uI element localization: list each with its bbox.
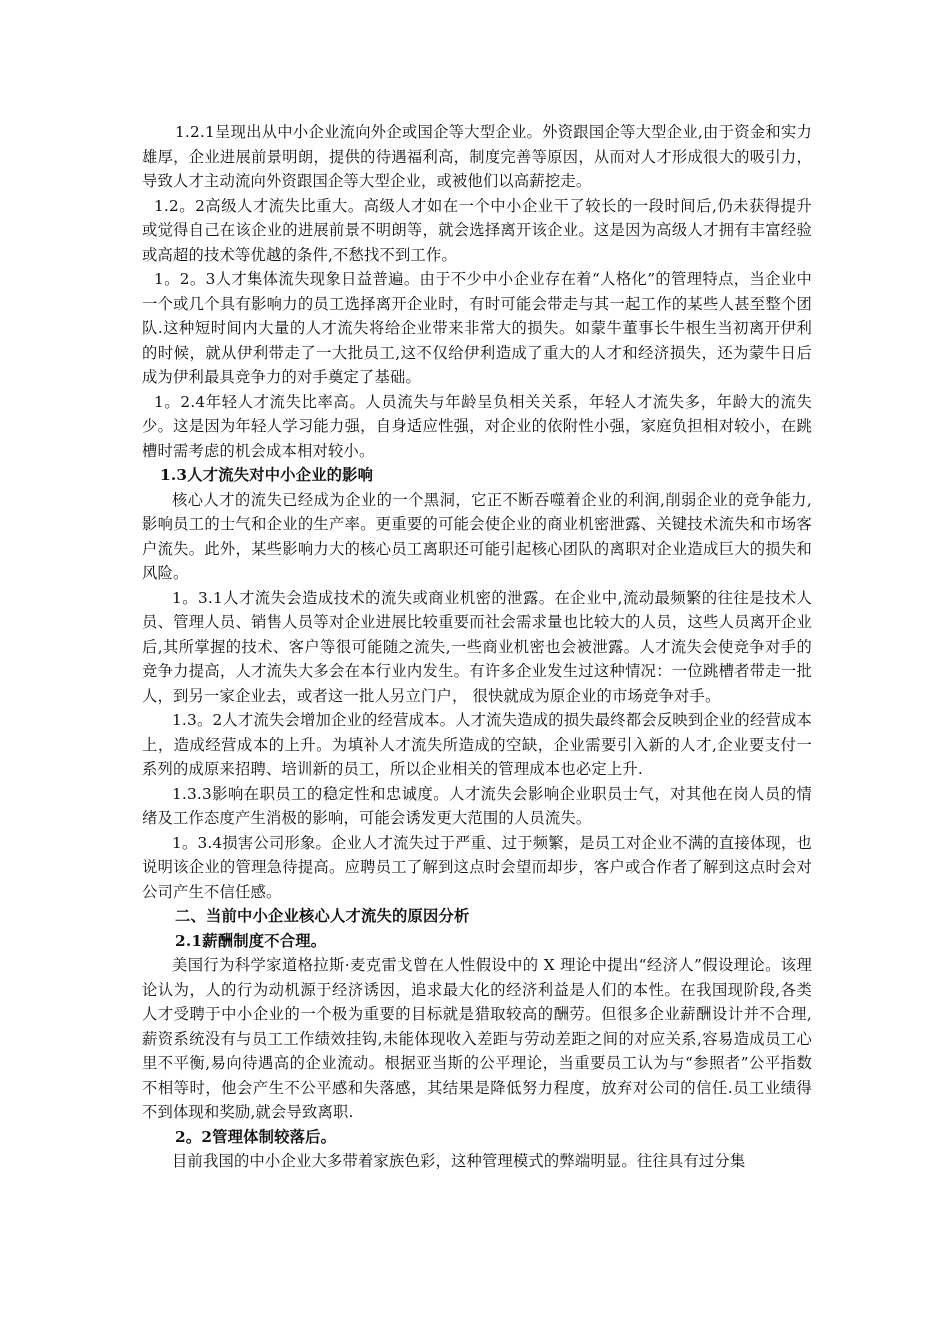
heading-2-2: 2。2管理体制较落后。	[175, 1127, 337, 1146]
paragraph-1-3-4: 1。3.4损害公司形象。企业人才流失过于严重、过于频繁，是员工对企业不满的直接体现，也说明该企业的管理急待提高。应聘员工了解到这点时会望而却步，客户或合作者了解到这点时会对公司产生不信任感。	[142, 833, 812, 901]
heading-section-2: 二、当前中小企业核心人才流失的原因分析	[175, 907, 470, 925]
document-page	[142, 120, 812, 1174]
paragraph-1-2-4: 1。2.4年轻人才流失比率高。人员流失与年龄呈负相关关系，年轻人才流失多，年龄大的流失少。这是因为年轻人学习能力强，自身适应性强，对企业的依附性小强，家庭负担相对较小，在跳槽时需考虑的机会成本相对较小。	[142, 392, 812, 460]
paragraph-2-1: 美国行为科学家道格拉斯·麦克雷戈曾在人性假设中的 X 理论中提出“经济人”假设理论。该理论认为，人的行为动机源于经济诱因，追求最大化的经济利益是人们的本性。在我国现阶段,各类人才受聘于中小企业的一个极为重要的目标就是猎取较高的酬劳。但很多企业薪酬设计并不合理,薪资系统没有与员工工作绩效挂钩,未能体现收入差距与劳动差距之间的对应关系,容易造成员工心里不平衡,易向待遇高的企业流动。根据亚当斯的公平理论，当重要员工认为与“参照者”公平指数不相等时，他会产生不公平感和失落感，其结果是降低努力程度，放弃对公司的信任.员工业绩得不到体现和奖励,就会导致离职.	[142, 956, 812, 1121]
paragraph-1-3-2: 1.3。2人才流失会增加企业的经营成本。人才流失造成的损失最终都会反映到企业的经营成本上，造成经营成本的上升。为填补人才流失所造成的空缺，企业需要引入新的人才,企业要支付一系列的成原来招聘、培训新的员工，所以企业相关的管理成本也必定上升.	[142, 711, 812, 778]
paragraph-1-3-3: 1.3.3影响在职员工的稳定性和忠诚度。人才流失会影响企业职员士气，对其他在岗人员的情绪及工作态度产生消极的影响，可能会诱发更大范围的人员流失。	[142, 784, 812, 827]
paragraph-1-2-1: 1.2.1呈现出从中小企业流向外企或国企等大型企业。外资跟国企等大型企业,由于资金和实力雄厚，企业进展前景明朗，提供的待遇福利高，制度完善等原因，从而对人才形成很大的吸引力，导致人才主动流向外资跟国企等大型企业，或被他们以高薪挖走。	[142, 123, 812, 190]
paragraph-2-2: 目前我国的中小企业大多带着家族色彩，这种管理模式的弊端明显。往往具有过分集	[172, 1152, 746, 1170]
paragraph-1-2-3: 1。2。3人才集体流失现象日益普遍。由于不少中小企业存在着“人格化”的管理特点，当企业中一个或几个具有影响力的员工选择离开企业时，有时可能会带走与其一起工作的某些人甚至整个团队.这种短时间内大量的人才流失将给企业带来非常大的损失。如蒙牛董事长牛根生当初离开伊利的时候，就从伊利带走了一大批员工,这不仅给伊利造成了重大的人才和经济损失，还为蒙牛日后成为伊利最具竞争力的对手奠定了基础。	[142, 270, 812, 386]
heading-2-1: 2.1薪酬制度不合理。	[175, 931, 327, 950]
paragraph-core-talent: 核心人才的流失已经成为企业的一个黑洞，它正不断吞噬着企业的利润,削弱企业的竞争能力,影响员工的士气和企业的生产率。更重要的可能会使企业的商业机密泄露、关键技术流失和市场客户流失。此外，某些影响力大的核心员工离职还可能引起核心团队的离职对企业造成巨大的损失和风险。	[142, 490, 812, 582]
heading-1-3: 1.3人才流失对中小企业的影响	[160, 466, 374, 484]
paragraph-1-2-2: 1.2。2高级人才流失比重大。高级人才如在一个中小企业干了较长的一段时间后,仍未获得提升或觉得自己在该企业的进展前景不明朗等，就会选择离开该企业。这是因为高级人才拥有丰富经验或高超的技术等优越的条件,不愁找不到工作。	[142, 196, 812, 264]
paragraph-1-3-1: 1。3.1人才流失会造成技术的流失或商业机密的泄露。在企业中,流动最频繁的往往是技术人员、管理人员、销售人员等对企业进展比较重要而社会需求量也比较大的人员，这些人员离开企业后,其所掌握的技术、客户等很可能随之流失,一些商业机密也会被泄露。人才流失会使竞争对手的竞争力提高，人才流失大多会在本行业内发生。有许多企业发生过这种情况：一位跳槽者带走一批人，到另一家企业去，或者这一批人另立门户， 很快就成为原企业的市场竞争对手。	[142, 588, 812, 705]
